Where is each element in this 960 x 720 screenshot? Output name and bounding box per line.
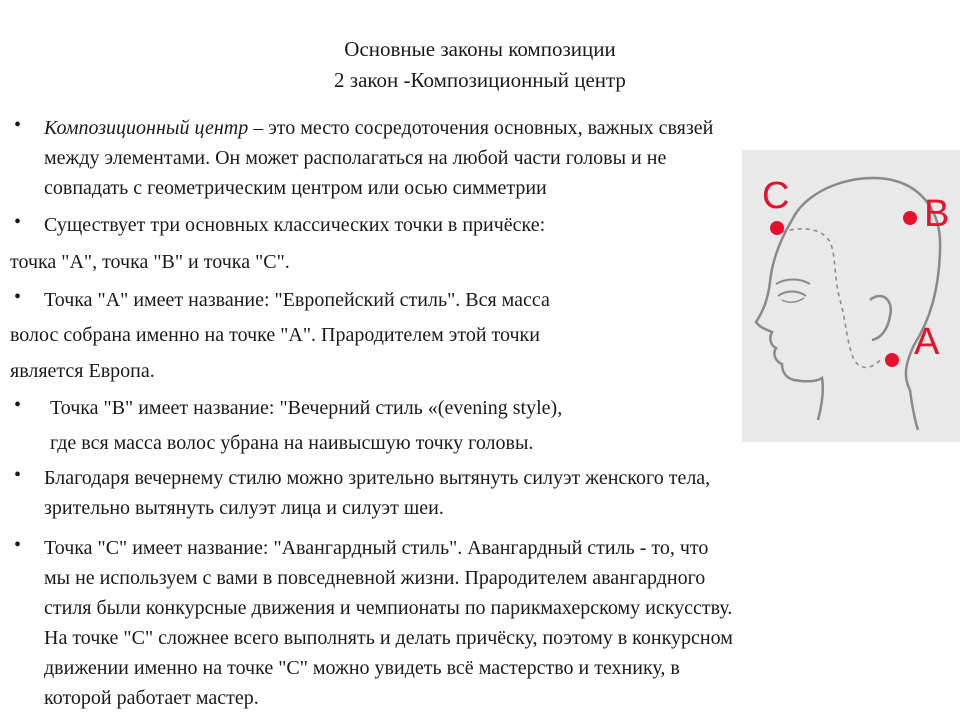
point-a-marker xyxy=(885,353,899,367)
eyebrow xyxy=(776,280,810,285)
label-c: C xyxy=(762,175,790,217)
title-line-1: Основные законы композиции xyxy=(344,37,616,61)
p3-line-3: является Европа. xyxy=(10,360,155,382)
p6-line-2: мы не используем с вами в повседневной жизни. Прародителем авангардного xyxy=(44,567,706,589)
neck-line xyxy=(910,390,918,430)
eye-lid xyxy=(778,292,806,297)
face-profile xyxy=(756,220,823,420)
p3-line-1: Точка "А" имеет название: "Европейский стиль". Вся масса xyxy=(44,289,550,311)
bullet-5: • xyxy=(14,464,22,486)
p1-term: Композиционный центр xyxy=(44,117,249,139)
p4-line-2: где вся масса волос убрана на наивысшую точку головы. xyxy=(50,432,534,454)
p6-line-6: которой работает мастер. xyxy=(44,687,259,709)
p3-line-2: волос собрана именно на точке "А". Прародителем этой точки xyxy=(10,324,540,346)
p1-line-3: совпадать с геометрическим центром или осью симметрии xyxy=(44,177,547,199)
head-profile-sketch xyxy=(742,150,960,442)
bullet-1: • xyxy=(14,114,22,136)
eye-lower xyxy=(782,298,804,302)
p6-line-3: стиля были конкурсные движения и чемпионаты по парикмахерскому искусству. xyxy=(44,597,733,619)
bullet-6: • xyxy=(14,534,22,556)
slide-title xyxy=(0,34,960,96)
p5-line-1: Благодаря вечернему стилю можно зрительно вытянуть силуэт женского тела, xyxy=(44,467,711,489)
label-a: A xyxy=(914,321,940,363)
bullet-2: • xyxy=(14,211,22,233)
p2-line-1: Существует три основных классических точки в причёске: xyxy=(44,214,546,236)
p5-line-2: зрительно вытянуть силуэт лица и силуэт шеи. xyxy=(44,497,444,519)
point-c-marker xyxy=(770,221,784,235)
p4-line-1: Точка "В" имеет название: "Вечерний стиль «(evening style), xyxy=(50,397,563,419)
hairline-dashed xyxy=(782,229,882,368)
p1-line-2: между элементами. Он может располагаться на любой части головы и не xyxy=(44,147,667,169)
p6-line-1: Точка "С" имеет название: "Авангардный стиль". Авангардный стиль - то, что xyxy=(44,537,709,559)
title-line-2: 2 закон -Композиционный центр xyxy=(334,68,626,92)
p6-line-5: движении именно на точке "С" можно увидеть всё мастерство и технику, в xyxy=(44,657,680,679)
p1-line-1 xyxy=(44,116,713,140)
p6-line-4: На точке "С" сложнее всего выполнять и делать причёску, поэтому в конкурсном xyxy=(44,627,733,649)
bullet-3: • xyxy=(14,286,22,308)
label-b: B xyxy=(924,193,950,235)
head-profile-figure xyxy=(742,150,960,442)
p2-line-2: точка "А", точка "В" и точка "С". xyxy=(10,251,290,273)
bullet-4: • xyxy=(14,394,22,416)
ear xyxy=(870,296,891,340)
point-b-marker xyxy=(903,211,917,225)
p1-line-1-rest: – это место сосредоточения основных, важных связей xyxy=(248,117,714,139)
